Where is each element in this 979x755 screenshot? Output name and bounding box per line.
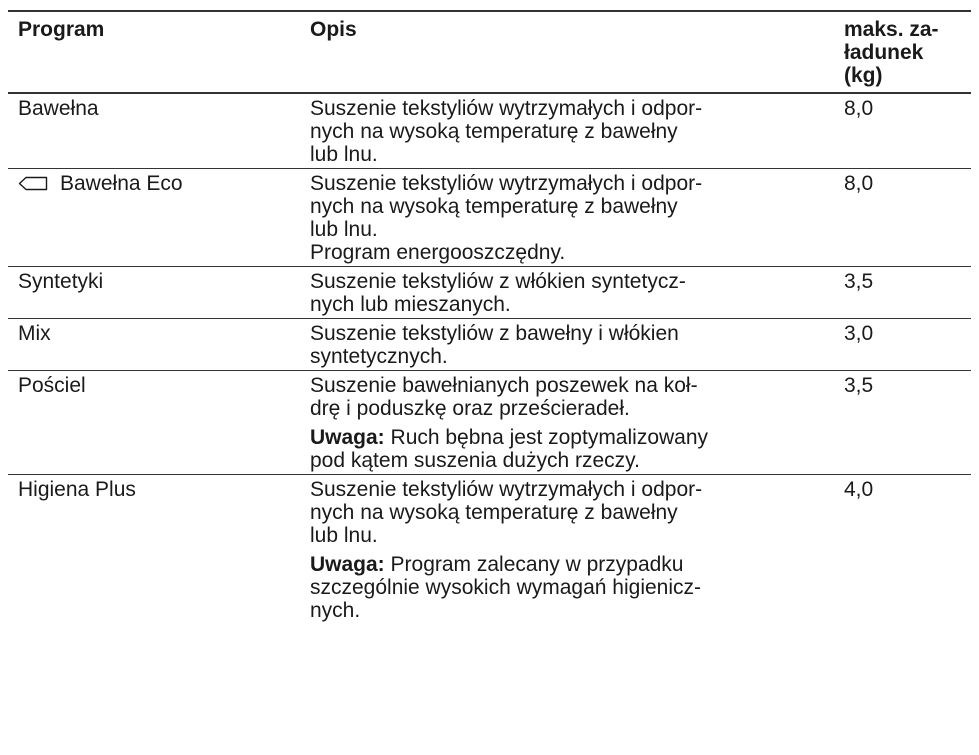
description-line: nych na wysoką temperaturę z bawełny <box>310 501 678 524</box>
note-text: Ruch bębna jest zoptymalizowany <box>384 426 709 449</box>
table-row <box>8 169 971 267</box>
note-line: pod kątem suszenia dużych rzeczy. <box>310 449 640 472</box>
program-name-cell <box>8 169 300 266</box>
table-header <box>8 10 971 94</box>
max-load: 8,0 <box>844 97 874 120</box>
max-load: 4,0 <box>844 478 874 501</box>
note <box>310 553 834 622</box>
program-name: Higiena Plus <box>18 478 136 501</box>
program-description <box>300 94 834 168</box>
program-description <box>300 475 834 624</box>
program-name: Mix <box>18 322 51 345</box>
description-line: nych na wysoką temperaturę z bawełny <box>310 195 678 218</box>
header-max-load <box>834 12 971 92</box>
note-line: nych. <box>310 599 361 622</box>
program-name: Syntetyki <box>18 270 104 293</box>
description-line: Suszenie tekstyliów wytrzymałych i odpor- <box>310 172 703 195</box>
note-line <box>310 426 834 449</box>
max-load: 3,5 <box>844 374 874 397</box>
eco-program-icon <box>18 176 48 191</box>
description-line: syntetycznych. <box>310 345 448 368</box>
program-description <box>300 371 834 474</box>
note-line <box>310 553 834 576</box>
note-label: Uwaga: <box>310 426 385 449</box>
note <box>310 426 834 472</box>
description-line: lub lnu. <box>310 218 378 241</box>
description-line: nych na wysoką temperaturę z bawełny <box>310 120 678 143</box>
description-line: lub lnu. <box>310 143 378 166</box>
max-load: 3,5 <box>844 270 874 293</box>
header-max-load-line: ładunek <box>844 41 924 64</box>
description-line: lub lnu. <box>310 524 378 547</box>
table-row <box>8 94 971 169</box>
description-line: drę i poduszkę oraz prześcieradeł. <box>310 397 630 420</box>
header-max-load-line: maks. za- <box>844 18 939 41</box>
max-load: 3,0 <box>844 322 874 345</box>
table-row <box>8 267 971 319</box>
header-max-load-line: (kg) <box>844 64 883 87</box>
header-program: Program <box>18 18 105 41</box>
description-line: Suszenie bawełnianych poszewek na koł- <box>310 374 698 397</box>
program-description <box>300 267 834 318</box>
table-row <box>8 371 971 475</box>
description-line: Suszenie tekstyliów wytrzymałych i odpor- <box>310 478 703 501</box>
note-line: szczególnie wysokich wymagań higienicz- <box>310 576 702 599</box>
program-description <box>300 169 834 266</box>
description-line: Program energooszczędny. <box>310 241 566 264</box>
max-load: 8,0 <box>844 172 874 195</box>
description-line: Suszenie tekstyliów z bawełny i włókien <box>310 322 679 345</box>
table-row <box>8 475 971 624</box>
program-name: Bawełna Eco <box>60 172 183 195</box>
description-line: Suszenie tekstyliów wytrzymałych i odpor- <box>310 97 703 120</box>
header-description: Opis <box>310 18 357 41</box>
program-name: Bawełna <box>18 97 99 120</box>
note-label: Uwaga: <box>310 553 385 576</box>
description-line: Suszenie tekstyliów z włókien syntetycz- <box>310 270 686 293</box>
program-name: Pościel <box>18 374 86 397</box>
program-description <box>300 319 834 370</box>
table-row <box>8 319 971 371</box>
description-line: nych lub mieszanych. <box>310 293 511 316</box>
program-table <box>8 10 971 624</box>
note-text: Program zalecany w przypadku <box>384 553 684 576</box>
